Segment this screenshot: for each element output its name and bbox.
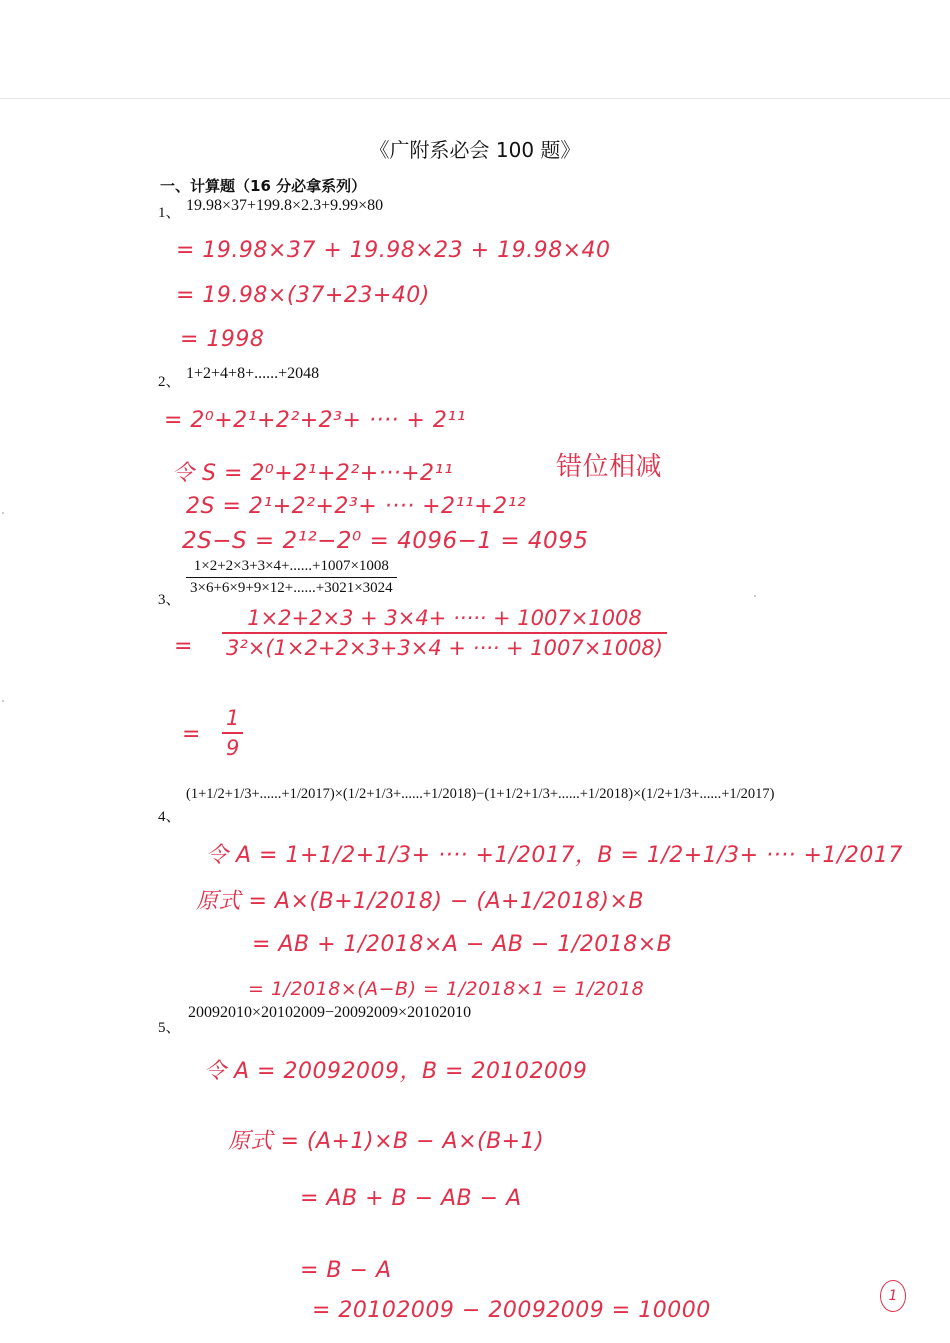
problem-1-expression: 19.98×37+199.8×2.3+9.99×80	[186, 197, 384, 214]
problem-3-fraction	[186, 558, 397, 597]
problem-5-step-4: = B − A	[300, 1258, 392, 1283]
problem-4-step-2: 原式 = A×(B+1/2018) − (A+1/2018)×B	[196, 889, 644, 914]
problem-4-step-4: = 1/2018×(A−B) = 1/2018×1 = 1/2018	[248, 978, 645, 1000]
problem-1-step-3: = 1998	[180, 327, 265, 352]
page-top-divider	[0, 98, 950, 99]
scan-speck	[2, 512, 4, 514]
problem-3-answer-equals: =	[182, 722, 201, 747]
problem-4-step-1: 令 A = 1+1/2+1/3+ ···· +1/2017，B = 1/2+1/3+ ···· +1/2017	[206, 843, 903, 868]
problem-1-number: 1、	[158, 205, 181, 221]
scan-speck	[754, 595, 756, 597]
problem-3-answer-denominator: 9	[222, 732, 243, 760]
problem-1-step-2: = 19.98×(37+23+40)	[176, 283, 430, 308]
problem-2-step-2: 令 S = 2⁰+2¹+2²+···+2¹¹	[172, 461, 454, 486]
problem-2-note: 错位相减	[556, 452, 663, 482]
problem-2-step-4: 2S−S = 2¹²−2⁰ = 4096−1 = 4095	[182, 528, 589, 554]
problem-3-equals: =	[174, 634, 193, 659]
problem-5-step-3: = AB + B − AB − A	[300, 1186, 522, 1211]
problem-5-step-5: = 20102009 − 20092009 = 10000	[312, 1298, 711, 1323]
problem-3-numerator: 1×2+2×3+3×4+......+1007×1008	[193, 558, 389, 574]
problem-3-answer-numerator: 1	[226, 706, 240, 730]
problem-3-step-numerator: 1×2+2×3 + 3×4+ ····· + 1007×1008	[247, 606, 642, 630]
problem-5-expression: 20092010×20102009−20092009×20102010	[188, 1004, 472, 1021]
problem-4-step-3: = AB + 1/2018×A − AB − 1/2018×B	[252, 932, 673, 957]
problem-2-step-3: 2S = 2¹+2²+2³+ ···· +2¹¹+2¹²	[186, 494, 527, 519]
page-number-mark: 1	[880, 1280, 906, 1312]
problem-3-number: 3、	[158, 592, 181, 608]
problem-4-expression: (1+1/2+1/3+......+1/2017)×(1/2+1/3+......+1/2018)−(1+1/2+1/3+......+1/2018)×(1/2+1/3+......+1/2017)	[186, 786, 775, 802]
page-title: 《广附系必会 100 题》	[369, 138, 581, 162]
problem-2-number: 2、	[158, 374, 181, 390]
problem-5-number: 5、	[158, 1020, 181, 1036]
problem-3-step-denominator: 3²×(1×2+2×3+3×4 + ···· + 1007×1008)	[222, 632, 667, 660]
problem-1-step-1: = 19.98×37 + 19.98×23 + 19.98×40	[176, 238, 611, 263]
problem-2-expression: 1+2+4+8+......+2048	[186, 365, 320, 382]
section-heading: 一、计算题（16 分必拿系列）	[160, 177, 367, 195]
problem-3-denominator: 3×6+6×9+9×12+......+3021×3024	[186, 577, 397, 597]
problem-4-number: 4、	[158, 809, 181, 825]
problem-5-step-1: 令 A = 20092009，B = 20102009	[204, 1059, 588, 1084]
problem-2-step-1: = 2⁰+2¹+2²+2³+ ···· + 2¹¹	[164, 408, 466, 433]
scan-speck	[2, 700, 4, 702]
problem-5-step-2: 原式 = (A+1)×B − A×(B+1)	[228, 1129, 545, 1154]
problem-3-step-fraction	[222, 606, 667, 660]
problem-3-answer-fraction	[222, 706, 243, 760]
